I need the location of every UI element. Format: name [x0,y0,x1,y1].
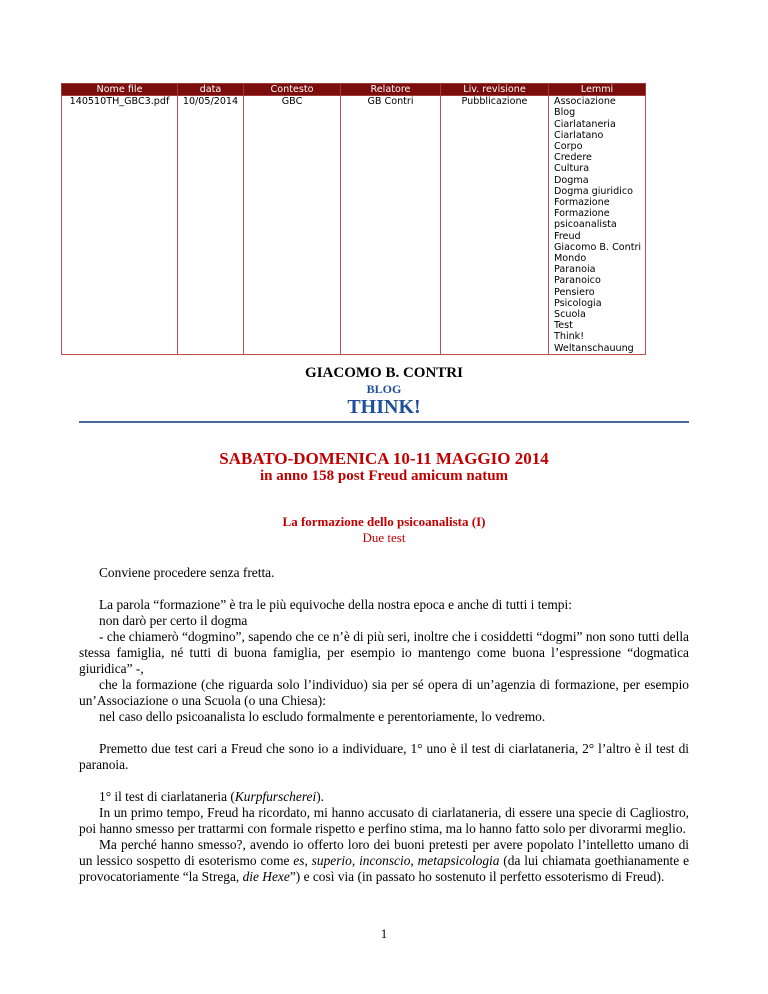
lemma-item: Think! [554,331,585,343]
blog-label: BLOG [366,382,402,396]
lemma-item: Paranoia [554,264,596,276]
lemma-item: Scuola [554,309,586,321]
cell-date: 10/05/2014 [178,96,244,355]
cell-speaker: GB Contri [341,96,441,355]
text-run: (da lui chiamata goethianamente e provocatoriamente “la Strega, [79,853,690,884]
text-run: , [410,853,418,868]
article-title: La formazione dello psicoanalista (I) [282,514,486,529]
paragraph [79,789,689,805]
text-run: ”) e così via (in passato ho sostenuto il perfetto essoterismo di Freud). [289,869,665,884]
paragraph: non darò per certo il dogma [99,613,248,628]
cell-revision: Pubblicazione [441,96,549,355]
paragraph: - che chiamerò “dogmino”, sapendo che ce n’è di più seri, inoltre che i cosiddetti “dogmi” non sono tutti della stessa famiglia, né tutti di buona famiglia, per esempio io mantengo come buona l’espressione “dogmatica giuridica” -, [79,629,689,676]
cell-file: 140510TH_GBC3.pdf [62,96,178,355]
author-name: GIACOMO B. CONTRI [305,365,463,381]
lemma-item: Dogma giuridico [554,185,633,197]
text-run: ). [316,789,325,804]
paragraph: che la formazione (che riguarda solo l’individuo) sia per sé opera di un’agenzia di formazione, per esempio un’Associazione o una Scuola (o una Chiesa): [79,677,689,708]
header-contesto: Contesto [244,84,341,96]
header-nome-file: Nome file [62,84,178,96]
paragraph: In un primo tempo, Freud ha ricordato, mi hanno accusato di ciarlataneria, di essere una specie di Cagliostro, poi hanno smesso per trattarmi con formale rispetto e perfino stima, ma lo hanno fatto solo per divorarmi meglio. [79,805,689,836]
text-run: , [351,853,360,868]
lemma-item: Mondo [554,253,587,265]
cell-context: GBC [244,96,341,355]
paragraph: nel caso dello psicoanalista lo escludo formalmente e perentoriamente, lo vedremo. [99,709,546,724]
text-run: , [304,853,312,868]
header-lemmi: Lemmi [549,84,646,96]
text-emphasis: superio [311,853,352,868]
text-emphasis: es [293,853,305,868]
lemma-item: Pensiero [554,286,595,298]
think-title: THINK! [347,396,421,418]
lemma-item: Credere [554,152,592,164]
lemma-item: Formazione psicoanalista [554,208,617,231]
article-body [79,565,689,885]
cell-lemmi [549,96,646,355]
date-title: SABATO-DOMENICA 10-11 MAGGIO 2014 [219,449,549,468]
paragraph [79,837,689,885]
lemma-item: Ciarlataneria [554,118,616,130]
metadata-table [61,83,646,355]
lemma-item: Ciarlatano [554,129,604,141]
text-emphasis: inconscio [359,853,411,868]
lemma-item: Psicologia [554,297,602,309]
lemma-item: Paranoico [554,275,601,287]
paragraph: Conviene procedere senza fretta. [99,565,275,580]
text-emphasis: die Hexe [242,869,290,884]
lemma-item: Dogma [554,174,589,186]
lemma-item: Test [554,320,573,332]
header-data: data [178,84,244,96]
paragraph: Premetto due test cari a Freud che sono io a individuare, 1° uno è il test di ciarlataneria, 2° l’altro è il test di paranoia. [79,741,689,772]
article-subtitle: Due test [362,530,406,545]
lemma-item: Blog [554,107,576,119]
lemma-item: Corpo [554,141,583,153]
lemma-item: Freud [554,230,581,242]
header-rule [79,421,689,423]
header-relatore: Relatore [341,84,441,96]
lemma-item: Associazione [554,96,616,108]
page-number: 1 [380,926,388,941]
lemma-item: Giacomo B. Contri [554,241,642,253]
text-run: 1° il test di ciarlataneria ( [99,789,235,804]
paragraph: La parola “formazione” è tra le più equivoche della nostra epoca e anche di tutti i tempi: [99,597,572,612]
text-run: Ma perché hanno smesso?, avendo io offerto loro dei buoni pretesti per avere popolato l’intelletto umano di un lessico sospetto di esoterismo come [79,837,689,868]
date-subtitle: in anno 158 post Freud amicum natum [259,468,509,484]
lemma-item: Cultura [554,163,590,175]
text-emphasis: metapsicologia [417,853,500,868]
header-liv-revisione: Liv. revisione [441,84,549,96]
lemma-item: Formazione [554,197,610,209]
text-emphasis: Kurpfurscherei [234,789,317,804]
lemma-item: Weltanschauung [554,342,634,354]
